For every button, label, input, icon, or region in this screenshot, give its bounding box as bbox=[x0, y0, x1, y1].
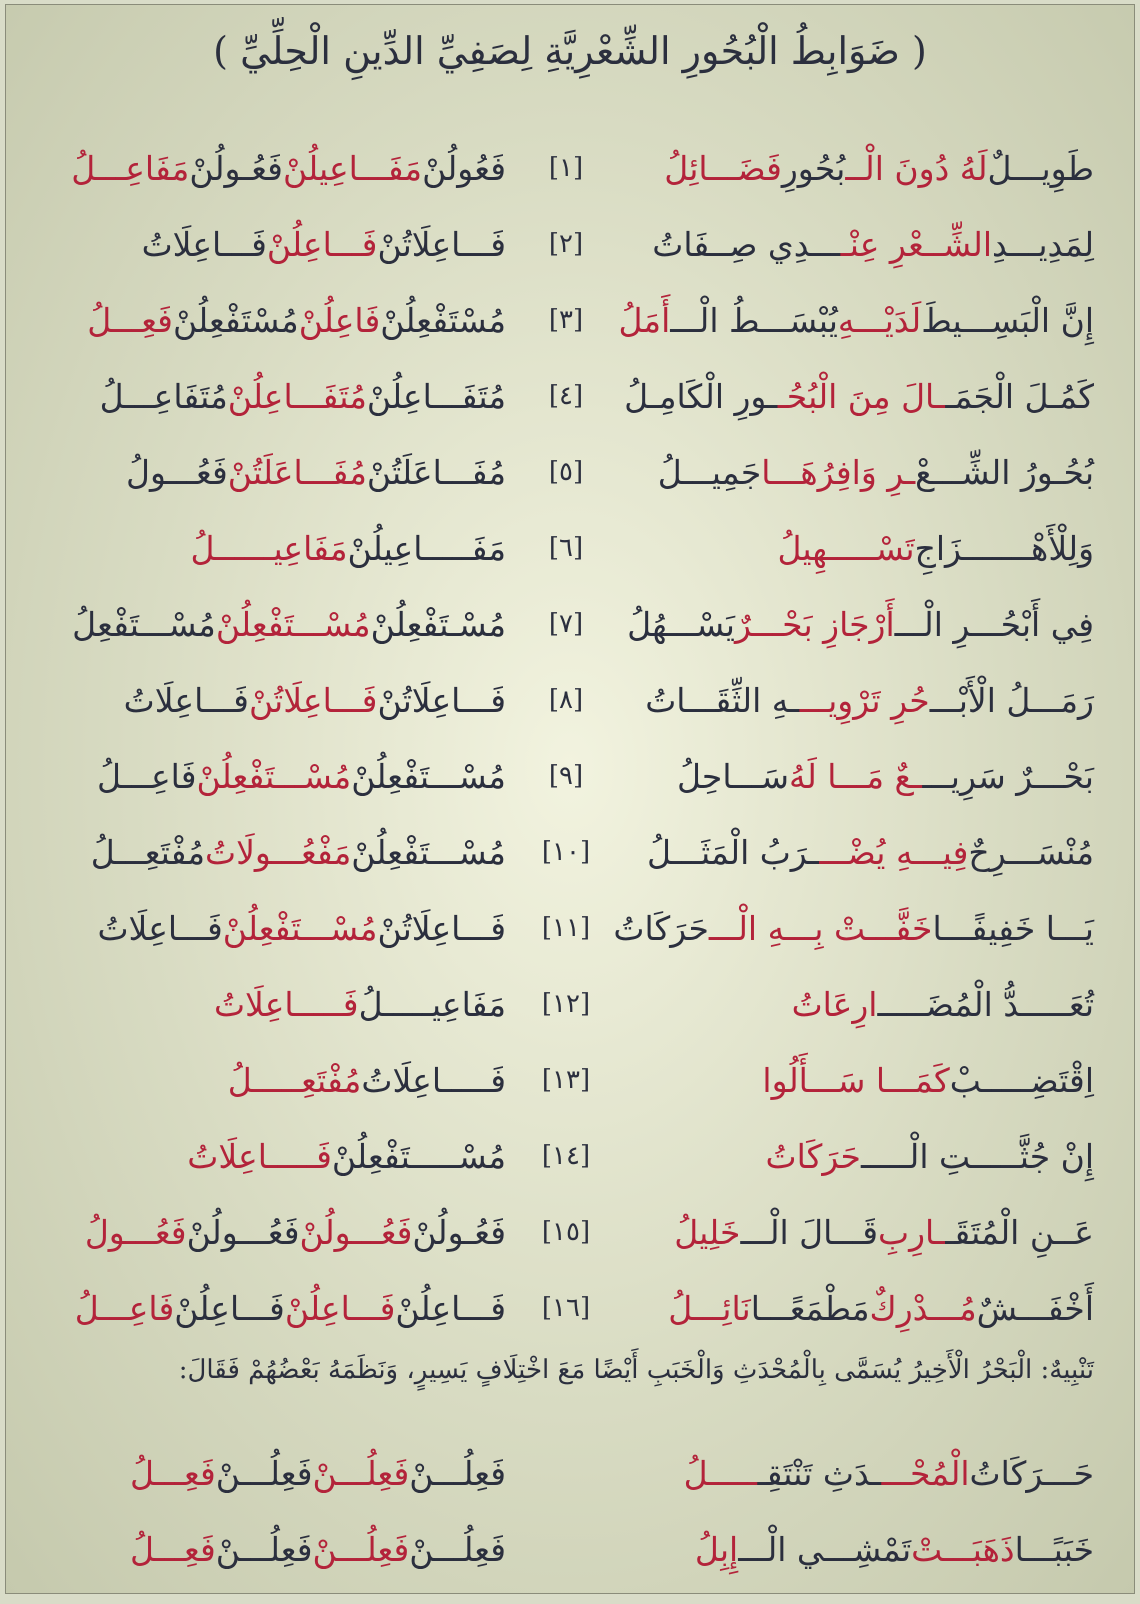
verse-meter-pattern bbox=[56, 1118, 506, 1194]
text-segment: يَـــا خَفِيفًـــا bbox=[932, 908, 1094, 948]
text-segment: فَـــــاعِلَاتُ bbox=[361, 1060, 506, 1100]
verse-first-hemistich bbox=[613, 890, 1094, 966]
highlighted-segment: مُفْتَعِـــــلُ bbox=[227, 1060, 362, 1100]
text-segment: مُفْتَعِـــلُ bbox=[90, 832, 206, 872]
verse-meter-pattern bbox=[56, 130, 506, 206]
text-segment: فَـــاعِلَاتُ bbox=[97, 908, 223, 948]
verse-number: [٥] bbox=[548, 457, 584, 487]
extra-verse-row bbox=[6, 1511, 1134, 1587]
text-segment: مُسْـــــتَفْعِلُنْ bbox=[331, 1136, 506, 1176]
verse-first-hemistich bbox=[624, 510, 1094, 586]
text-segment: تُعَـــــدُّ الْمُضَـــــ bbox=[877, 984, 1094, 1024]
text-segment: مَفَـــــاعِيلُنْ bbox=[347, 528, 506, 568]
verse-first-hemistich bbox=[624, 586, 1094, 662]
text-segment: مُسْـــتَفْعِلُنْ bbox=[351, 756, 506, 796]
highlighted-segment: مُتَفَـــاعِلُنْ bbox=[227, 376, 367, 416]
verse-row bbox=[6, 434, 1134, 510]
highlighted-segment: فَعُـــولُنْ bbox=[299, 1212, 413, 1252]
highlighted-segment: مَفَاعِـــلُ bbox=[71, 148, 190, 188]
text-segment: عَــنِ الْمُتَقَـ bbox=[944, 1212, 1094, 1252]
highlighted-segment: تَسْـــــهِيلُ bbox=[777, 528, 915, 568]
verse-first-hemistich bbox=[624, 1042, 1094, 1118]
verse-number: [٦] bbox=[548, 533, 584, 563]
verse-number: [٧] bbox=[548, 609, 584, 639]
verse-number: [٨] bbox=[548, 685, 584, 715]
text-segment: فَعِلُـــنْ bbox=[409, 1453, 506, 1493]
text-segment: تَمْشِـــي الْـــ bbox=[738, 1529, 912, 1569]
text-segment: بُحُورِ bbox=[781, 148, 846, 188]
highlighted-segment: لَهُ دُونَ الْــ bbox=[845, 148, 988, 188]
highlighted-segment: فَاعِـــلُ bbox=[74, 1288, 175, 1328]
highlighted-segment: فَـــــاعِلَاتُ bbox=[187, 1136, 332, 1176]
highlighted-segment: ـعٌ مَـــا لَهُ bbox=[789, 756, 922, 796]
verse-first-hemistich bbox=[624, 434, 1094, 510]
text-segment: حَرَكَاتُ bbox=[613, 908, 709, 948]
highlighted-segment: مُسْـــتَفْعِلُنْ bbox=[196, 756, 352, 796]
verse-first-hemistich bbox=[624, 662, 1094, 738]
highlighted-segment: الْمُحْـــ bbox=[880, 1453, 970, 1493]
verse-first-hemistich bbox=[624, 1270, 1094, 1346]
text-segment: ـــدِي صِــفَاتُ bbox=[652, 224, 841, 264]
verse-row bbox=[6, 1194, 1134, 1270]
text-segment: رَمَـــلُ الْأَبْـــ bbox=[929, 680, 1094, 720]
text-segment: كَمُـلَ الْجَمَـ bbox=[944, 376, 1094, 416]
text-segment: مُتَفَـــاعِلُنْ bbox=[366, 376, 506, 416]
highlighted-segment: ـــــلُ bbox=[683, 1453, 757, 1493]
text-segment: فَاعِـــلُ bbox=[96, 756, 197, 796]
text-segment: مُسْـــتَفْعِلُنْ bbox=[351, 832, 506, 872]
text-segment: مَفَاعِيـــــلُ bbox=[358, 984, 506, 1024]
text-segment: فَـــاعِلُنْ bbox=[395, 1288, 506, 1328]
text-segment: فَعِلُـــنْ bbox=[215, 1453, 313, 1493]
text-segment: إِنْ جُثَّـــــتِ الْـــــ bbox=[860, 1136, 1094, 1176]
highlighted-segment: فَعِلُـــنْ bbox=[312, 1529, 410, 1569]
text-segment: فَـــاعِلَاتُنْ bbox=[377, 680, 506, 720]
text-segment: فَعِلُـــنْ bbox=[409, 1529, 506, 1569]
verse-meter-pattern bbox=[56, 966, 506, 1042]
extra-verse-first-hemistich bbox=[624, 1435, 1094, 1511]
verse-first-hemistich bbox=[624, 966, 1094, 1042]
text-segment: بُحُـورُ الشِّـــعْ bbox=[915, 452, 1094, 492]
extra-verse-meter-pattern bbox=[56, 1435, 506, 1511]
highlighted-segment: الشِّــعْرِ عِنْـ bbox=[840, 224, 993, 264]
highlighted-segment: فَعِـــلُ bbox=[87, 300, 173, 340]
highlighted-segment: فَـــــاعِلَاتُ bbox=[213, 984, 359, 1024]
verse-meter-pattern bbox=[56, 662, 506, 738]
text-segment: مُسْـــتَفْعِلُ bbox=[72, 604, 216, 644]
note-text: تَنْبِيهٌ: الْبَحْرُ الْأَخِيرُ يُسَمَّى بِالْمُحْدَثِ وَالْخَبَبِ أَيْضًا مَعَ اخْتِلَافٍ يَسِيرٍ، وَنَظَمَهُ بَعْضُهُمْ فَقَالَ: bbox=[178, 1355, 1094, 1385]
extra-verse-row bbox=[6, 1435, 1134, 1511]
verse-row bbox=[6, 1042, 1134, 1118]
highlighted-segment: فَعِـــلُ bbox=[130, 1453, 216, 1493]
text-segment: اِقْتَضِـــــبْ bbox=[949, 1060, 1094, 1100]
verse-number: [١٥] bbox=[541, 1217, 591, 1247]
verse-meter-pattern bbox=[56, 282, 506, 358]
verse-row bbox=[6, 130, 1134, 206]
text-segment: مُسْتَفْعِلُنْ bbox=[380, 300, 506, 340]
highlighted-segment: فَـــاعِلَاتُنْ bbox=[248, 680, 378, 720]
highlighted-segment: ارِعَاتُ bbox=[791, 984, 878, 1024]
text-segment: فَعُـــولُنْ bbox=[186, 1212, 300, 1252]
verse-first-hemistich bbox=[624, 814, 1094, 890]
text-segment: سَـــاحِلُ bbox=[676, 756, 790, 796]
highlighted-segment: مُفَـــاعَلَتُنْ bbox=[227, 452, 367, 492]
highlighted-segment: ـارِبِ bbox=[878, 1212, 945, 1252]
verse-meter-pattern bbox=[56, 434, 506, 510]
poem-page bbox=[5, 4, 1135, 1594]
text-segment: فَعِلُـــنْ bbox=[215, 1529, 313, 1569]
highlighted-segment: ـالَ مِنَ الْبُحُـ bbox=[777, 376, 945, 416]
text-segment: حَـــرَكَاتُ bbox=[969, 1453, 1094, 1493]
verse-row bbox=[6, 510, 1134, 586]
verse-first-hemistich bbox=[624, 738, 1094, 814]
highlighted-segment: فَـــاعِلُنْ bbox=[266, 224, 378, 264]
highlighted-segment: مَفَـــاعِيلُنْ bbox=[282, 148, 423, 188]
verse-first-hemistich bbox=[618, 282, 1094, 358]
highlighted-segment: نَائِـــلُ bbox=[668, 1288, 751, 1328]
highlighted-segment: مُسْـــتَفْعِلُنْ bbox=[215, 604, 371, 644]
verse-number: [١٤] bbox=[541, 1141, 591, 1171]
highlighted-segment: مُـــدْرِكٌ bbox=[869, 1288, 977, 1328]
text-segment: فَعُـولُنْ bbox=[189, 148, 283, 188]
text-segment: أَخْفَـــشٌ bbox=[976, 1288, 1094, 1328]
text-segment: مُفَـــاعَلَتُنْ bbox=[366, 452, 506, 492]
verse-row bbox=[6, 358, 1134, 434]
text-segment: فَـــاعِلَاتُ bbox=[141, 224, 267, 264]
text-segment: إِنَّ الْبَسِـــيطَ bbox=[921, 300, 1094, 340]
text-segment: مُنْسَـــرِحٌ bbox=[968, 832, 1094, 872]
text-segment: خَبَبًـــا bbox=[1014, 1529, 1094, 1569]
verse-meter-pattern bbox=[56, 1194, 506, 1270]
verse-row bbox=[6, 966, 1134, 1042]
verse-number: [١٣] bbox=[541, 1065, 591, 1095]
highlighted-segment: مَفَاعِيــــــلُ bbox=[190, 528, 348, 568]
text-segment: جَمِيـــلُ bbox=[657, 452, 762, 492]
text-segment: يُبْسَـــطُ الْـــ bbox=[670, 300, 838, 340]
page-title: ( ضَوَابِطُ الْبُحُورِ الشِّعْرِيَّةِ لِصَفِيِّ الدِّينِ الْحِلِّيِّ ) bbox=[213, 29, 927, 73]
text-segment: مُتَفَاعِـــلُ bbox=[99, 376, 228, 416]
text-segment: مُسْتَفْعِلُنْ bbox=[172, 300, 299, 340]
verse-meter-pattern bbox=[56, 738, 506, 814]
text-segment: بَحْـــرٌ سَرِيـــ bbox=[921, 756, 1094, 796]
verse-first-hemistich bbox=[624, 130, 1094, 206]
text-segment: مَطْمَعًـــا bbox=[750, 1288, 870, 1328]
highlighted-segment: مَفْعُـــولَاتُ bbox=[205, 832, 352, 872]
highlighted-segment: فَعِـــلُ bbox=[130, 1529, 216, 1569]
verse-row bbox=[6, 814, 1134, 890]
text-segment: فَعُولُنْ bbox=[422, 148, 506, 188]
text-segment: ـورِ الْكَامِـلُ bbox=[624, 376, 778, 416]
verse-meter-pattern bbox=[56, 1270, 506, 1346]
verse-meter-pattern bbox=[56, 510, 506, 586]
verse-row bbox=[6, 282, 1134, 358]
verse-number: [٢] bbox=[548, 229, 584, 259]
highlighted-segment: ـرِ وَافِرُهَـــا bbox=[761, 452, 916, 492]
verse-meter-pattern bbox=[56, 814, 506, 890]
verse-row bbox=[6, 890, 1134, 966]
highlighted-segment: ذَهَبَـــتْ bbox=[911, 1529, 1015, 1569]
verse-row bbox=[6, 662, 1134, 738]
extra-verse-meter-pattern bbox=[56, 1511, 506, 1587]
verse-number: [٩] bbox=[548, 761, 584, 791]
verse-number: [١٠] bbox=[541, 837, 591, 867]
verse-meter-pattern bbox=[56, 890, 506, 966]
highlighted-segment: أَرْجَازِ بَحْـــرٌ bbox=[734, 604, 895, 644]
verse-meter-pattern bbox=[56, 358, 506, 434]
highlighted-segment: فَضَـــائِلُ bbox=[664, 148, 782, 188]
highlighted-segment: خَلِيلُ bbox=[674, 1212, 741, 1252]
verse-first-hemistich bbox=[624, 1118, 1094, 1194]
verse-row bbox=[6, 206, 1134, 282]
text-segment: فَعُـــولُ bbox=[126, 452, 228, 492]
text-segment: يَسْـــهُلُ bbox=[627, 604, 735, 644]
text-segment: فَـــاعِلَاتُنْ bbox=[377, 908, 506, 948]
highlighted-segment: حَرَكَاتُ bbox=[765, 1136, 861, 1176]
highlighted-segment: إِبِلُ bbox=[694, 1529, 739, 1569]
verse-first-hemistich bbox=[624, 358, 1094, 434]
text-segment: فَـــاعِلُنْ bbox=[174, 1288, 285, 1328]
text-segment: طَوِيـــلٌ bbox=[987, 148, 1094, 188]
highlighted-segment: مُسْـــتَفْعِلُنْ bbox=[222, 908, 378, 948]
text-segment: فَعُـولُنْ bbox=[412, 1212, 506, 1252]
verse-number: [١١] bbox=[541, 913, 591, 943]
extra-verse-first-hemistich bbox=[624, 1511, 1094, 1587]
text-segment: ـهِ الثِّقَـــاتُ bbox=[645, 680, 800, 720]
verse-row bbox=[6, 586, 1134, 662]
text-segment: وَلِلْأَهْـــــــزَاجِ bbox=[914, 528, 1094, 568]
highlighted-segment: كَمَـــا سَـــأَلُوا bbox=[762, 1060, 950, 1100]
verse-row bbox=[6, 738, 1134, 814]
highlighted-segment: فِيـــهِ يُضْـــ bbox=[818, 832, 969, 872]
highlighted-segment: أَمَلُ bbox=[618, 300, 671, 340]
highlighted-segment: خَفَّـــتْ بِـــهِ الْـــ bbox=[708, 908, 933, 948]
text-segment: لِمَدِيـــدِ bbox=[992, 224, 1094, 264]
highlighted-segment: فَاعِلُنْ bbox=[298, 300, 381, 340]
text-segment: فَـــاعِلَاتُ bbox=[123, 680, 249, 720]
verse-meter-pattern bbox=[56, 206, 506, 282]
verse-first-hemistich bbox=[624, 206, 1094, 282]
highlighted-segment: لَدَيْـــهِ bbox=[837, 300, 922, 340]
text-segment: قَـــالَ الْـــ bbox=[740, 1212, 878, 1252]
text-segment: ـرَبُ الْمَثَـــلُ bbox=[646, 832, 819, 872]
text-segment: مُسْـتَفْعِلُنْ bbox=[370, 604, 506, 644]
verse-first-hemistich bbox=[624, 1194, 1094, 1270]
text-segment: فِي أَبْحُـــرِ الْـــ bbox=[894, 604, 1094, 644]
verse-row bbox=[6, 1118, 1134, 1194]
highlighted-segment: فَعُـــولُ bbox=[84, 1212, 187, 1252]
text-segment: فَـــاعِلَاتُنْ bbox=[377, 224, 506, 264]
verse-number: [١] bbox=[548, 153, 584, 183]
verse-number: [٣] bbox=[548, 305, 584, 335]
highlighted-segment: فَعِلُـــنْ bbox=[312, 1453, 410, 1493]
verse-number: [١٢] bbox=[541, 989, 591, 1019]
verse-meter-pattern bbox=[56, 586, 506, 662]
verse-row bbox=[6, 1270, 1134, 1346]
text-segment: ـدَثِ تَنْتَقِـ bbox=[756, 1453, 881, 1493]
verse-number: [٤] bbox=[548, 381, 584, 411]
verse-meter-pattern bbox=[56, 1042, 506, 1118]
verse-number: [١٦] bbox=[541, 1293, 591, 1323]
highlighted-segment: حُرِ تَرْوِيـــ bbox=[799, 680, 930, 720]
highlighted-segment: فَـــاعِلُنْ bbox=[284, 1288, 396, 1328]
